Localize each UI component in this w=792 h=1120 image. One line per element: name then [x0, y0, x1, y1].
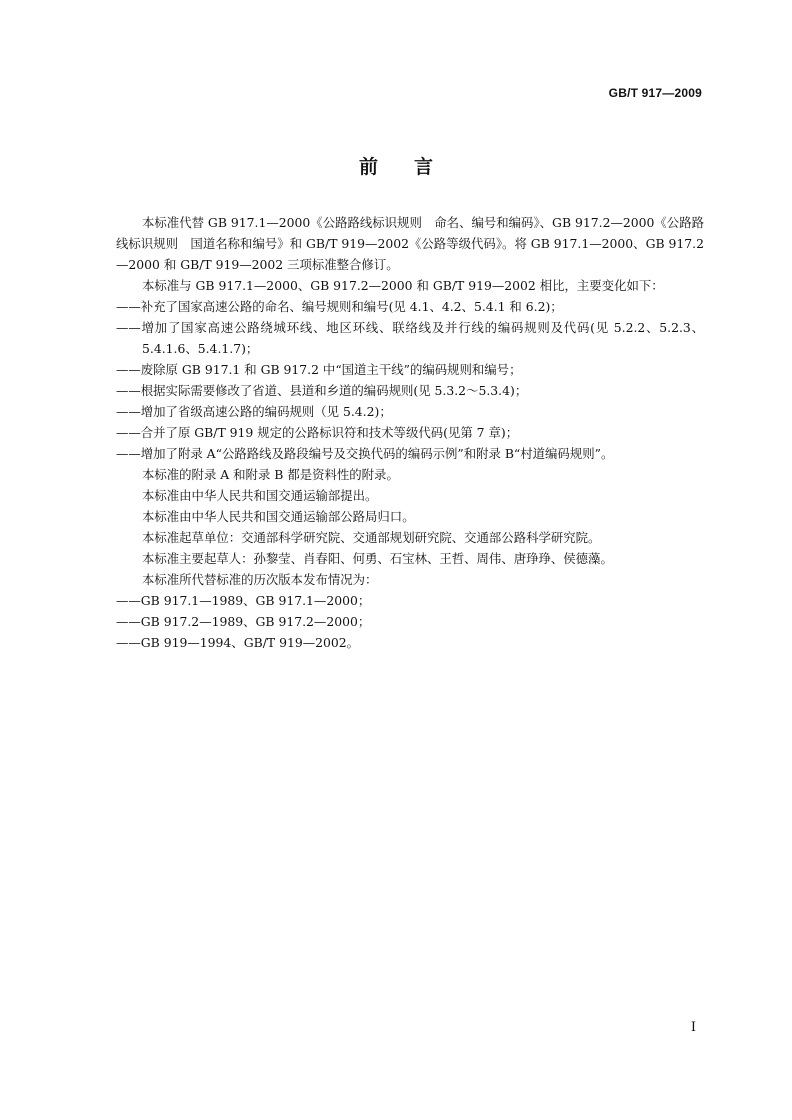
centralized-by-note: 本标准由中华人民共和国交通运输部公路局归口。 — [142, 509, 415, 524]
appendix-note: 本标准的附录 A 和附录 B 都是资料性的附录。 — [142, 467, 399, 482]
proposer-note: 本标准由中华人民共和国交通运输部提出。 — [142, 488, 378, 503]
change-item: ——废除原 GB 917.1 和 GB 917.2 中“国道主干线”的编码规则和编号； — [116, 362, 522, 377]
history-item: ——GB 917.2—1989、GB 917.2—2000； — [116, 614, 371, 629]
drafting-units: 本标准起草单位：交通部科学研究院、交通部规划研究院、交通部公路科学研究院。 — [142, 530, 601, 545]
change-item: ——补充了国家高速公路的命名、编号规则和编号(见 4.1、4.2、5.4.1 和 6.2)； — [116, 299, 563, 314]
history-item: ——GB 917.1—1989、GB 917.1—2000； — [116, 593, 371, 608]
intro-paragraph: 本标准代替 GB 917.1—2000《公路路线标识规则 命名、编号和编码》、GB 917.2—2000《公路路线标识规则 国道名称和编号》和 GB/T 919—2002《公路等级代码》。将 GB 917.1—2000、GB 917.2—2000 和 GB/T 919—2002 三项标准整合修订。 — [116, 215, 704, 272]
standard-number: GB/T 917—2009 — [608, 86, 702, 100]
foreword-body — [116, 212, 704, 653]
drafters: 本标准主要起草人：孙黎莹、肖春阳、何勇、石宝林、王哲、周伟、唐琤琤、侯德藻。 — [142, 551, 613, 566]
page-title: 前言 — [358, 156, 469, 178]
change-item: ——增加了省级高速公路的编码规则（见 5.4.2)； — [116, 404, 392, 419]
change-item: ——增加了附录 A“公路路线及路段编号及交换代码的编码示例”和附录 B“村道编码规则”。 — [116, 446, 614, 461]
changes-intro: 本标准与 GB 917.1—2000、GB 917.2—2000 和 GB/T 919—2002 相比，主要变化如下： — [142, 278, 664, 293]
change-item: ——合并了原 GB/T 919 规定的公路标识符和技术等级代码(见第 7 章)； — [116, 425, 519, 440]
history-intro: 本标准所代替标准的历次版本发布情况为： — [142, 572, 378, 587]
page-number: I — [690, 1020, 696, 1035]
change-item: ——增加了国家高速公路绕城环线、地区环线、联络线及并行线的编码规则及代码(见 5.2.2、5.2.3、5.4.1.6、5.4.1.7)； — [116, 320, 704, 356]
history-item: ——GB 919—1994、GB/T 919—2002。 — [116, 635, 360, 650]
change-item: ——根据实际需要修改了省道、县道和乡道的编码规则(见 5.3.2～5.3.4)； — [116, 383, 528, 398]
